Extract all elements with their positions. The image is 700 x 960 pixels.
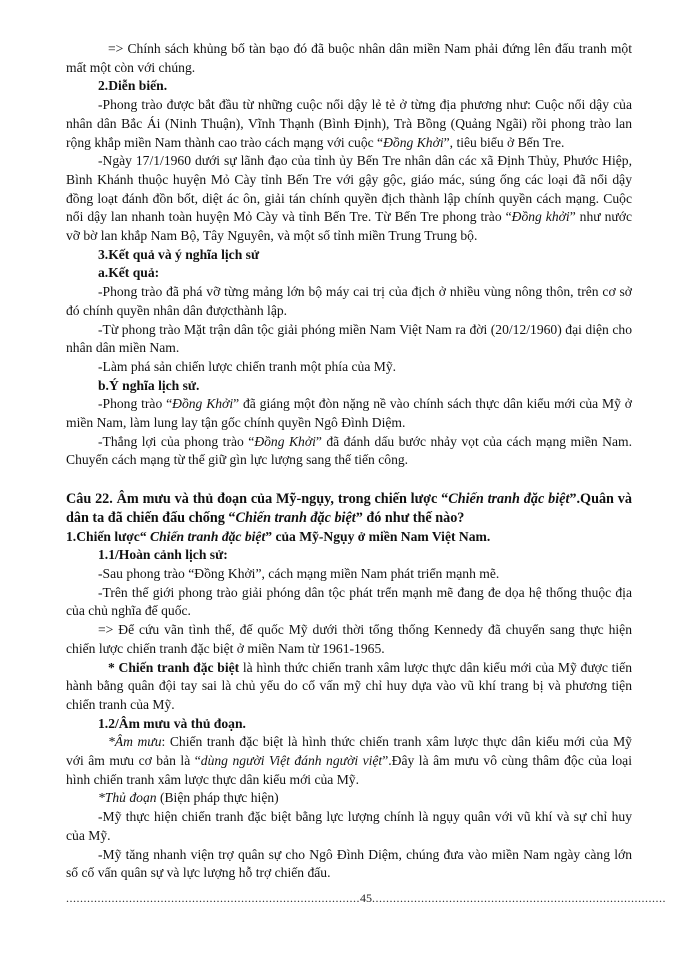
tactic-item-2: -Mỹ tăng nhanh viện trợ quân sự cho Ngô Đình Diệm, chúng đưa vào miền Nam ngày càng lớn số cố vấn quân sự và lực lượng hỗ trợ chiến đấu. xyxy=(66,846,632,881)
context-item-1: -Sau phong trào “Đồng Khởi”, cách mạng miền Nam phát triển mạnh mẽ. xyxy=(98,565,500,581)
scheme-paragraph: *Âm mưu: Chiến tranh đặc biệt là hình thức chiến tranh xâm lược thực dân kiểu mới của Mỹ với âm mưu cơ bản là “dùng người Việt đánh người việt”.Đây là âm mưu vô cùng thâm độc của loại hình chiến tranh xâm lược thực dân kiểu mới của Mỹ. xyxy=(66,734,632,787)
context-conclusion: => Để cứu vãn tình thế, đế quốc Mỹ dưới thời tổng thống Kennedy đã chuyển sang thực hiện chiến lược chiến tranh đặc biệt ở miền Nam từ 1961-1965. xyxy=(66,622,632,656)
meaning-item-1: -Phong trào “Đồng Khởi” đã giáng một đòn nặng nề vào chính sách thực dân kiểu mới của Mỹ ở miền Nam, làm lung lay tận gốc chính quyền Ngô Đình Diệm. xyxy=(66,396,632,431)
heading-chien-luoc: 1.Chiến lược“ Chiến tranh đặc biệt” của Mỹ-Ngụy ở miền Nam Việt Nam. xyxy=(66,528,491,544)
dong-khoi-term: Đồng Khởi xyxy=(383,134,444,150)
tactic-item-1: -Mỹ thực hiện chiến tranh đặc biệt bằng lực lượng chính là ngụy quân với vũ khí và sự chỉ huy của Mỹ. xyxy=(66,809,632,843)
context-item-2: -Trên thế giới phong trào giải phóng dân tộc phát trển mạnh mẽ đang đe dọa hệ thống thuộc địa của chủ nghĩa đế quốc. xyxy=(66,584,632,619)
conclusion-paragraph: => Chính sách khủng bố tàn bạo đó đã buộc nhân dân miền Nam phải đứng lên đấu tranh một mất một còn với chúng. xyxy=(66,41,632,75)
paragraph-dien-bien-1: -Phong trào được bắt đầu từ những cuộc nổi dậy lẻ tẻ ở từng địa phương như: Cuộc nổi dậy của nhân dân Bắc Ái (Ninh Thuận), Vĩnh Thạnh (Bình Định), Trà Bồng (Quảng Ngãi) rồi phong trào lan rộng khắp miền Nam thành cao trào cách mạng với cuộc “Đồng Khởi”, tiêu biểu ở Bến Tre. xyxy=(66,97,632,150)
dong-khoi-term: Đồng Khởi xyxy=(254,433,316,449)
meaning-item-2: -Thắng lợi của phong trào “Đồng Khởi” đã đánh dấu bước nhảy vọt của cách mạng miền Nam. Chuyển cách mạng từ thế giữ gìn lực lượng sang thế tiến công. xyxy=(66,433,632,468)
footer-dots-right: .................................................................................... xyxy=(372,891,666,905)
tactics-heading: *Thủ đoạn (Biện pháp thực hiện) xyxy=(98,790,279,806)
paragraph-dien-bien-2: -Ngày 17/1/1960 dưới sự lãnh đạo của tỉnh ủy Bến Tre nhân dân các xã Định Thủy, Phước Hiệp, Bình Khánh thuộc huyện Mỏ Cày tỉnh Bến Tre với gậy gộc, giáo mác, súng ống các loại đã nổi dậy đồng loạt đánh đồn bốt, diệt ác ôn, giải tán chính quyền địch thành lập chính quyền cách mạng. Cuộc nổi dậy lan nhanh toàn huyện Mỏ Cày và tỉnh Bến Tre. Từ Bến Tre phong trào “Đồng khởi” như nước vỡ bờ lan khắp Nam Bộ, Tây Nguyên, và một số tỉnh miền Trung Trung bộ. xyxy=(66,153,632,244)
heading-dien-bien: 2.Diễn biến. xyxy=(98,78,168,94)
heading-ket-qua: a.Kết quả: xyxy=(98,265,160,281)
heading-am-muu-thu-doan: 1.2/Âm mưu và thủ đoạn. xyxy=(98,715,246,731)
page-footer xyxy=(66,891,666,905)
result-item-2: -Từ phong trào Mặt trận dân tộc giải phóng miền Nam Việt Nam ra đời (20/12/1960) đại diện cho nhân dân miền Nam. xyxy=(66,321,632,356)
footer-dots-left: .................................................................................... xyxy=(66,891,360,905)
result-item-3: -Làm phá sản chiến lược chiến tranh một phía của Mỹ. xyxy=(98,358,397,374)
dong-khoi-term: Đồng Khởi xyxy=(172,396,234,412)
page-number: 45 xyxy=(360,891,372,905)
heading-ket-qua-y-nghia: 3.Kết quả và ý nghĩa lịch sử xyxy=(98,246,260,262)
question-22-title: Câu 22. Âm mưu và thủ đoạn của Mỹ-ngụy, trong chiến lược “Chiến tranh đặc biệt”.Quân và dân ta đã chiến đấu chống “Chiến tranh đặc biệt” đó như thế nào? xyxy=(66,491,632,526)
document-page xyxy=(66,40,632,883)
dong-khoi-term: Đồng khởi xyxy=(511,209,570,225)
heading-hoan-canh: 1.1/Hoàn cảnh lịch sử: xyxy=(98,547,228,563)
heading-y-nghia: b.Ý nghĩa lịch sử. xyxy=(98,377,200,393)
result-item-1: -Phong trào đã phá vỡ từng mảng lớn bộ máy cai trị của địch ở nhiều vùng nông thôn, trên cơ sở đó chính quyền nhân dân đượcthành lập. xyxy=(66,284,632,318)
definition-paragraph: * Chiến tranh đặc biệt là hình thức chiến tranh xâm lược thực dân kiểu mới của Mỹ được tiến hành bằng quân đội tay sai là chủ yếu do cố vấn mỹ chỉ huy dựa vào vũ khí trang bị và phương tiện chiến tranh của Mỹ. xyxy=(66,659,633,712)
section-gap xyxy=(66,470,632,490)
